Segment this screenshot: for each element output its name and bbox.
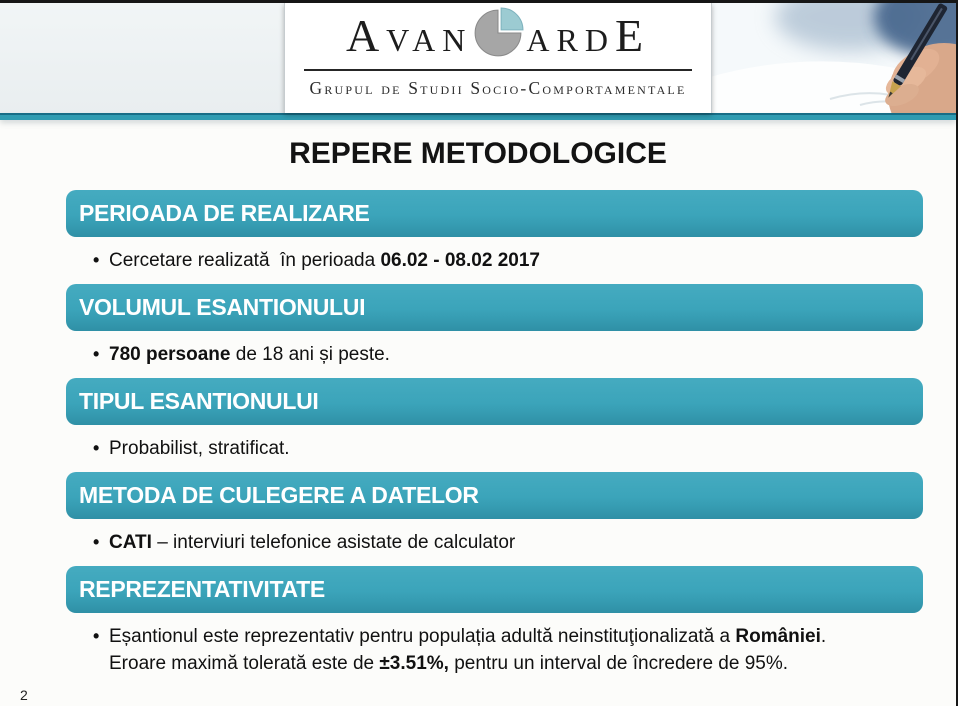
text-segment: . — [820, 626, 827, 647]
section-bullets — [66, 237, 923, 284]
header — [0, 3, 956, 113]
section-heading-banner: TIPUL ESANTIONULUI — [66, 378, 923, 425]
bold-text-segment: ±3.51%, — [379, 653, 449, 674]
bullet-text — [109, 435, 923, 462]
section-1 — [66, 190, 923, 284]
bold-text-segment: CATI — [109, 532, 152, 553]
bullet-item — [93, 623, 923, 677]
section-4 — [66, 472, 923, 566]
logo — [284, 3, 712, 113]
section-5 — [66, 566, 923, 687]
logo-divider-line — [304, 69, 692, 71]
pie-chart-logo-icon — [472, 7, 524, 59]
bullet-text — [109, 529, 923, 556]
bullet-item — [93, 529, 923, 556]
bullet-dot-icon: • — [93, 344, 100, 364]
text-segment: Probabilist, stratificat. — [109, 438, 290, 459]
section-3 — [66, 378, 923, 472]
section-heading-banner: PERIOADA DE REALIZARE — [66, 190, 923, 237]
bullet-text-line — [109, 435, 923, 462]
section-heading-banner: REPREZENTATIVITATE — [66, 566, 923, 613]
bullet-item — [93, 435, 923, 462]
text-segment: – interviuri telefonice asistate de calculator — [151, 532, 516, 553]
bullet-dot-icon: • — [93, 532, 100, 552]
section-bullets — [66, 519, 923, 566]
text-segment: Eșantionul este reprezentativ pentru populația adultă neinstituţionalizată a — [109, 626, 736, 647]
section-2 — [66, 284, 923, 378]
bold-text-segment: 06.02 - 08.02 2017 — [380, 250, 540, 271]
bullet-text — [109, 247, 923, 274]
section-heading-banner: METODA DE CULEGERE A DATELOR — [66, 472, 923, 519]
bullet-text — [109, 341, 923, 368]
section-bullets — [66, 331, 923, 378]
logo-tagline: Grupul de Studii Socio-Comportamentale — [309, 78, 687, 98]
sections — [66, 190, 923, 687]
text-segment: de 18 ani și peste. — [230, 344, 390, 365]
page-number: 2 — [20, 687, 28, 703]
logo-wordmark — [346, 3, 650, 69]
section-heading-banner: VOLUMUL ESANTIONULUI — [66, 284, 923, 331]
bullet-text-line — [109, 623, 923, 650]
bullet-dot-icon: • — [93, 250, 100, 270]
logo-text-left: Avan — [345, 10, 473, 61]
text-segment: Cercetare realizată în perioada — [109, 250, 381, 271]
section-bullets — [66, 613, 923, 687]
bullet-text — [109, 623, 923, 677]
bullet-text-line — [109, 650, 923, 677]
bullet-text-line — [109, 341, 923, 368]
bullet-item — [93, 341, 923, 368]
teal-divider — [0, 113, 956, 120]
text-segment: Eroare maximă tolerată este de — [109, 653, 380, 674]
section-bullets — [66, 425, 923, 472]
bold-text-segment: României — [735, 626, 821, 647]
bullet-text-line — [109, 529, 923, 556]
writing-hand-illustration — [710, 3, 956, 113]
writing-hand-photo — [710, 3, 956, 113]
slide-title: REPERE METODOLOGICE — [289, 137, 667, 170]
bullet-dot-icon: • — [93, 626, 100, 646]
bullet-item — [93, 247, 923, 274]
bullet-text-line — [109, 247, 923, 274]
bullet-dot-icon: • — [93, 438, 100, 458]
text-segment: pentru un interval de încredere de 95%. — [448, 653, 789, 674]
bold-text-segment: 780 persoane — [109, 344, 231, 365]
logo-text-right: ardE — [526, 10, 651, 61]
